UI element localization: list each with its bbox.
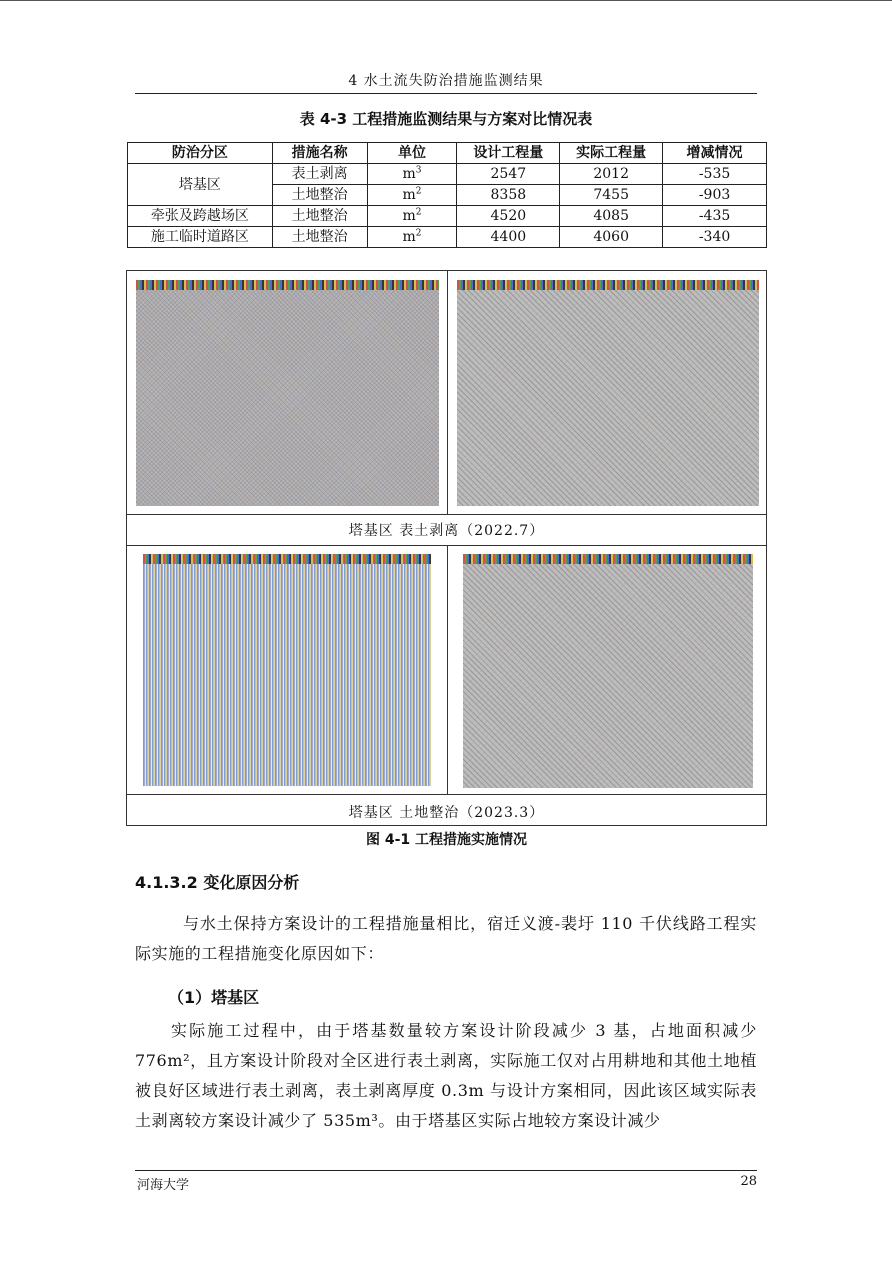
table-row <box>128 227 767 248</box>
photo-noise-strip <box>457 280 759 290</box>
actual-cell: 4060 <box>560 227 663 248</box>
measure-cell: 土地整治 <box>272 227 367 248</box>
photo-noise-strip <box>143 554 431 564</box>
comparison-table <box>127 142 767 248</box>
photo-noise-strip <box>136 280 439 290</box>
actual-cell: 4085 <box>560 206 663 227</box>
unit-cell: $m^2$ <box>367 227 457 248</box>
change-cell: -435 <box>663 206 767 227</box>
column-header: 防治分区 <box>128 143 273 164</box>
change-cell: -340 <box>663 227 767 248</box>
subsection-heading: （1）塔基区 <box>168 988 260 1007</box>
body-paragraph: 实际施工过程中，由于塔基数量较方案设计阶段减少 3 基，占地面积减少 776m²，且方案设计阶段对全区进行表土剥离，实际施工仅对占用耕地和其他土地植被良好区域进行表土剥离，表土剥离厚度 0.3m 与设计方案相同，因此该区域实际表土剥离较方案设计减少了 535m³。由于塔基区实际占地较方案设计减少 <box>135 1021 757 1130</box>
section-heading: 4.1.3.2 变化原因分析 <box>135 873 300 892</box>
figure-divider <box>447 545 448 794</box>
photo-topsoil-stripping-right <box>457 280 759 506</box>
figure-label-top: 塔基区 表土剥离（2022.7） <box>348 523 545 539</box>
photo-topsoil-stripping-left <box>136 280 439 506</box>
header-rule <box>135 93 757 94</box>
change-cell: -903 <box>663 185 767 206</box>
photo-land-rehab-left <box>143 554 431 786</box>
figure-divider <box>127 514 766 515</box>
change-cell: -535 <box>663 164 767 185</box>
column-header: 增减情况 <box>663 143 767 164</box>
design-cell: 4520 <box>457 206 560 227</box>
actual-cell: 7455 <box>560 185 663 206</box>
design-cell: 4400 <box>457 227 560 248</box>
zone-cell: 塔基区 <box>128 164 273 206</box>
figure-caption: 图 4-1 工程措施实施情况 <box>365 832 528 848</box>
measure-cell: 表土剥离 <box>272 164 367 185</box>
body-paragraph: 与水土保持方案设计的工程措施量相比，宿迁义渡-裴圩 110 千伏线路工程实际实施的工程措施变化原因如下： <box>135 914 757 963</box>
unit-cell: $m^2$ <box>367 206 457 227</box>
column-header: 单位 <box>367 143 457 164</box>
figure-divider <box>447 271 448 514</box>
measure-cell: 土地整治 <box>272 206 367 227</box>
unit-cell: $m^2$ <box>367 185 457 206</box>
table-row <box>128 164 767 185</box>
page-number: 28 <box>740 1174 757 1189</box>
zone-cell: 施工临时道路区 <box>128 227 273 248</box>
unit-cell: $m^3$ <box>367 164 457 185</box>
photo-land-rehab-right <box>463 554 753 788</box>
table-header-row <box>128 143 767 164</box>
measure-cell: 土地整治 <box>272 185 367 206</box>
photo-figure-grid <box>126 270 767 826</box>
design-cell: 2547 <box>457 164 560 185</box>
table-caption: 表 4-3 工程措施监测结果与方案对比情况表 <box>299 110 593 128</box>
figure-divider <box>127 794 766 795</box>
column-header: 设计工程量 <box>457 143 560 164</box>
actual-cell: 2012 <box>560 164 663 185</box>
footer-institution: 河海大学 <box>137 1178 190 1193</box>
figure-label-bottom: 塔基区 土地整治（2023.3） <box>348 805 545 821</box>
zone-cell: 牵张及跨越场区 <box>128 206 273 227</box>
column-header: 实际工程量 <box>560 143 663 164</box>
design-cell: 8358 <box>457 185 560 206</box>
photo-noise-strip <box>463 554 753 564</box>
table-row <box>128 206 767 227</box>
page-top-border <box>0 0 892 1</box>
running-header: 4 水土流失防治措施监测结果 <box>348 73 544 89</box>
footer-rule <box>135 1170 757 1171</box>
column-header: 措施名称 <box>272 143 367 164</box>
